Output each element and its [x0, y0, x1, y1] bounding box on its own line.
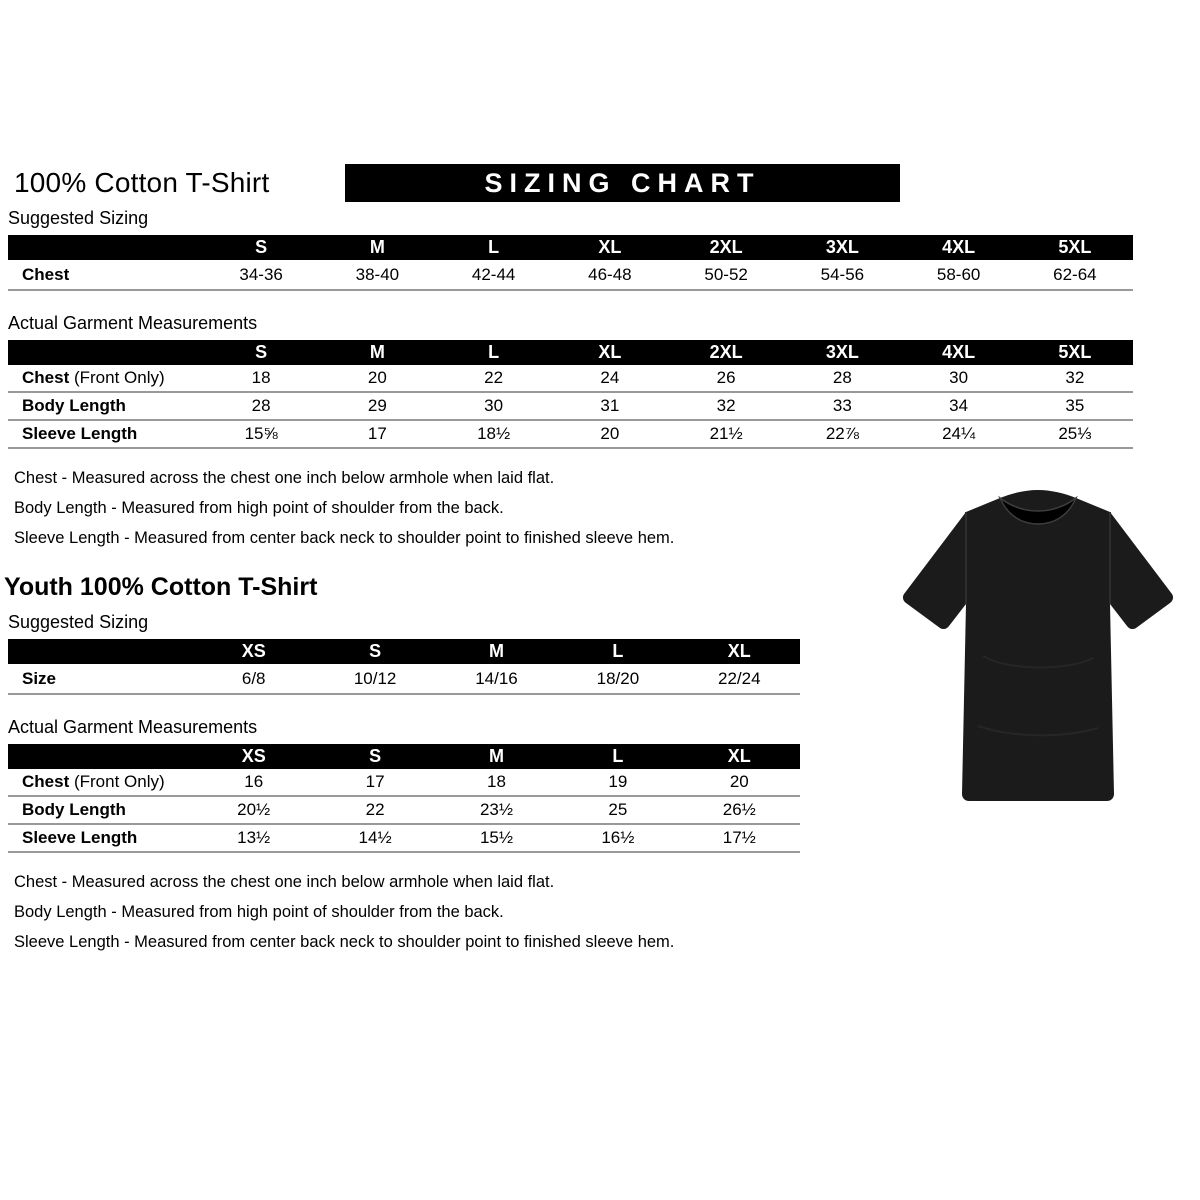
tshirt-graphic [888, 476, 1188, 816]
row-label-main: Chest [22, 368, 70, 387]
page-header [14, 164, 900, 202]
adult-actual-table [8, 340, 1133, 449]
size-col-header: M [369, 237, 385, 257]
table-header-row [8, 744, 800, 769]
size-value-cell: 19 [608, 772, 628, 791]
adult-actual-heading: Actual Garment Measurements [8, 313, 258, 333]
table-row [8, 825, 800, 853]
youth-measurement-notes [14, 867, 1138, 957]
size-value-cell: 20½ [237, 800, 271, 819]
table-row [8, 260, 1133, 291]
size-col-header: XL [727, 641, 751, 661]
size-value-cell: 54-56 [820, 264, 865, 284]
size-col-header: 2XL [709, 237, 743, 257]
size-value-cell: 21½ [709, 424, 743, 443]
size-value-cell: 32 [1065, 368, 1085, 387]
youth-title: Youth 100% Cotton T-Shirt [4, 573, 318, 601]
youth-actual-heading: Actual Garment Measurements [8, 717, 258, 737]
youth-actual-table [8, 744, 800, 853]
size-value-cell: 34 [949, 396, 969, 415]
size-col-header: XL [598, 342, 622, 362]
size-col-header: 5XL [1058, 342, 1092, 362]
size-col-header: S [369, 746, 382, 766]
table-header-row [8, 340, 1133, 365]
note-body-length: Body Length - Measured from high point of shoulder from the back. [14, 499, 504, 517]
size-value-cell: 23½ [479, 800, 514, 819]
size-value-cell: 28 [832, 368, 852, 387]
size-value-cell: 50-52 [704, 264, 748, 284]
size-value-cell: 13½ [237, 828, 271, 847]
size-col-header: XL [727, 746, 751, 766]
size-value-cell: 10/12 [353, 668, 397, 688]
size-value-cell: 25⅓ [1058, 424, 1092, 443]
size-col-header: 4XL [942, 237, 976, 257]
size-value-cell: 15⅝ [244, 424, 278, 443]
size-value-cell: 62-64 [1053, 264, 1097, 284]
size-col-header: S [255, 342, 268, 362]
adult-suggested-heading: Suggested Sizing [8, 208, 149, 228]
size-col-header: M [369, 342, 385, 362]
row-label [8, 368, 203, 388]
size-col-header: L [488, 342, 500, 362]
size-col-header: XL [598, 237, 622, 257]
size-value-cell: 20 [600, 424, 620, 443]
size-value-cell: 25 [608, 800, 628, 819]
size-value-cell: 42-44 [471, 264, 516, 284]
row-label: Body Length [22, 396, 126, 415]
size-col-header: 5XL [1058, 237, 1092, 257]
size-value-cell: 30 [484, 396, 504, 415]
size-value-cell: 6/8 [241, 668, 266, 688]
size-col-header: 3XL [825, 342, 859, 362]
table-row [8, 365, 1133, 393]
size-value-cell: 17 [365, 772, 385, 791]
size-value-cell: 18 [487, 772, 506, 791]
size-col-header: 4XL [942, 342, 976, 362]
youth-suggested-table [8, 639, 800, 695]
size-col-header: L [612, 746, 624, 766]
size-value-cell: 22⅞ [825, 424, 859, 443]
size-value-cell: 18/20 [596, 668, 640, 688]
size-col-header: S [369, 641, 382, 661]
row-label-suffix: (Front Only) [69, 368, 165, 387]
size-col-header: XS [241, 746, 266, 766]
size-value-cell: 18½ [477, 424, 511, 443]
size-col-header: 3XL [825, 237, 859, 257]
size-value-cell: 26 [716, 368, 736, 387]
row-label: Sleeve Length [22, 424, 138, 443]
size-value-cell: 15½ [479, 828, 514, 847]
size-value-cell: 38-40 [355, 264, 400, 284]
size-col-header: L [488, 237, 500, 257]
size-value-cell: 18 [251, 368, 271, 387]
size-value-cell: 20 [729, 772, 749, 791]
size-col-header: XS [241, 641, 266, 661]
youth-suggested-heading: Suggested Sizing [8, 612, 149, 632]
row-label: Sleeve Length [22, 828, 138, 847]
table-header-row [8, 235, 1133, 260]
size-value-cell: 22 [365, 800, 385, 819]
size-col-header: M [488, 641, 504, 661]
tshirt-product-image [888, 476, 1188, 816]
table-row [8, 393, 1133, 421]
size-value-cell: 24¼ [942, 424, 976, 443]
note-chest: Chest - Measured across the chest one inch below armhole when laid flat. [14, 469, 555, 487]
size-value-cell: 46-48 [588, 264, 632, 284]
note-sleeve-length: Sleeve Length - Measured from center back neck to shoulder point to finished sleeve hem. [14, 529, 675, 547]
note-chest: Chest - Measured across the chest one inch below armhole when laid flat. [14, 873, 555, 891]
table-row [8, 797, 800, 825]
size-value-cell: 16 [244, 772, 264, 791]
row-label-suffix: (Front Only) [69, 772, 165, 791]
size-col-header: L [612, 641, 624, 661]
row-label: Chest [22, 264, 70, 284]
size-value-cell: 17½ [722, 828, 756, 847]
size-value-cell: 33 [832, 396, 852, 415]
size-value-cell: 22 [484, 368, 504, 387]
table-row [8, 421, 1133, 449]
size-col-header: S [255, 237, 268, 257]
size-value-cell: 32 [716, 396, 736, 415]
size-value-cell: 31 [600, 396, 620, 415]
row-label-main: Chest [22, 772, 70, 791]
size-value-cell: 26½ [722, 800, 756, 819]
size-value-cell: 17 [367, 424, 387, 443]
size-value-cell: 58-60 [936, 264, 981, 284]
page-title: 100% Cotton T-Shirt [14, 167, 270, 198]
row-label: Body Length [22, 800, 126, 819]
size-value-cell: 16½ [601, 828, 635, 847]
size-col-header: 2XL [709, 342, 743, 362]
size-value-cell: 14½ [358, 828, 392, 847]
size-value-cell: 29 [367, 396, 387, 415]
table-row [8, 664, 800, 695]
row-label: Size [22, 668, 57, 688]
size-value-cell: 22/24 [718, 668, 761, 688]
size-value-cell: 20 [367, 368, 387, 387]
size-value-cell: 14/16 [475, 668, 518, 688]
size-value-cell: 30 [949, 368, 969, 387]
size-col-header: M [488, 746, 504, 766]
adult-suggested-table [8, 235, 1133, 291]
size-value-cell: 24 [600, 368, 620, 387]
size-value-cell: 28 [251, 396, 271, 415]
size-value-cell: 35 [1065, 396, 1085, 415]
size-value-cell: 34-36 [239, 264, 283, 284]
table-header-row [8, 639, 800, 664]
table-row [8, 769, 800, 797]
sizing-chart-banner: SIZING CHART [345, 164, 900, 202]
row-label [8, 772, 193, 792]
note-body-length: Body Length - Measured from high point of shoulder from the back. [14, 903, 504, 921]
note-sleeve-length: Sleeve Length - Measured from center back neck to shoulder point to finished sleeve hem. [14, 933, 675, 951]
